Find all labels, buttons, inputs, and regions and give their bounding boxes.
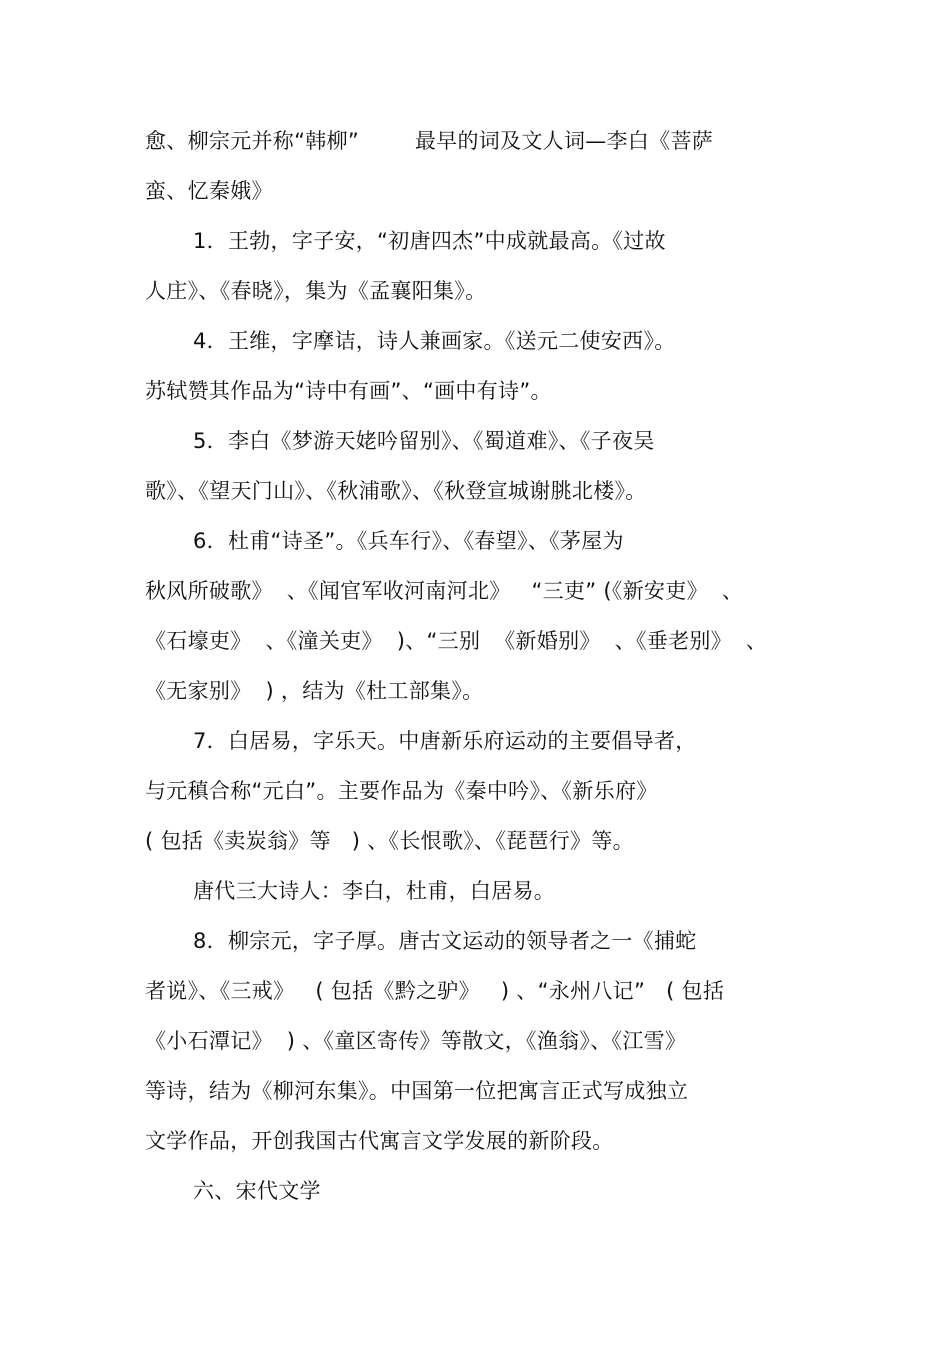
text-line: 4．王维，字摩诘，诗人兼画家。《送元二使安西》。	[193, 329, 676, 353]
text-line: 蛮、忆秦娥》	[145, 179, 273, 203]
text-line: 唐代三大诗人：李白，杜甫，白居易。	[193, 879, 556, 903]
text-line: 1．王勃，字子安，“初唐四杰”中成就最高。《过故	[193, 229, 666, 253]
text-line: 愈、柳宗元并称“韩柳” 最早的词及文人词—李白《菩萨	[145, 129, 714, 153]
text-line: 苏轼赞其作品为“诗中有画”、“画中有诗”。	[145, 379, 552, 403]
text-line: 与元稹合称“元白”。主要作品为《秦中吟》、《新乐府》	[145, 779, 658, 803]
text-line: 文学作品，开创我国古代寓言文学发展的新阶段。	[145, 1129, 614, 1153]
text-line: ( 包括《卖炭翁》等 ) 、《长恨歌》、《琵琶行》等。	[145, 829, 634, 853]
text-line: 歌》、《望天门山》、《秋浦歌》、《秋登宣城谢朓北楼》。	[145, 479, 647, 503]
text-line: 《无家别》 ) ，结为《杜工部集》。	[145, 679, 484, 703]
text-line: 6．杜甫“诗圣”。《兵车行》、《春望》、《茅屋为	[193, 529, 624, 553]
text-line: 《石壕吏》 、《潼关吏》 )、“三别 《新婚别》 、《垂老别》 、	[145, 629, 768, 653]
text-line: 5．李白《梦游天姥吟留别》、《蜀道难》、《子夜吴	[193, 429, 655, 453]
text-line: 人庄》、《春晓》，集为《孟襄阳集》。	[145, 279, 487, 303]
text-line: 8．柳宗元，字子厚。唐古文运动的领导者之一《捕蛇	[193, 929, 697, 953]
text-line: 秋风所破歌》 、《闻官军收河南河北》 “三吏” (《新安吏》 、	[145, 579, 744, 603]
text-line: 者说》、《三戒》 ( 包括《黔之驴》 ) 、“永州八记” ( 包括	[145, 979, 725, 1003]
text-line: 7．白居易，字乐天。中唐新乐府运动的主要倡导者，	[193, 729, 697, 753]
section-heading: 六、宋代文学	[193, 1179, 321, 1203]
text-line: 《小石潭记》 ) 、《童区寄传》等散文，《渔翁》、《江雪》	[145, 1029, 687, 1053]
text-line: 等诗，结为《柳河东集》。中国第一位把寓言正式写成独立	[145, 1079, 689, 1103]
